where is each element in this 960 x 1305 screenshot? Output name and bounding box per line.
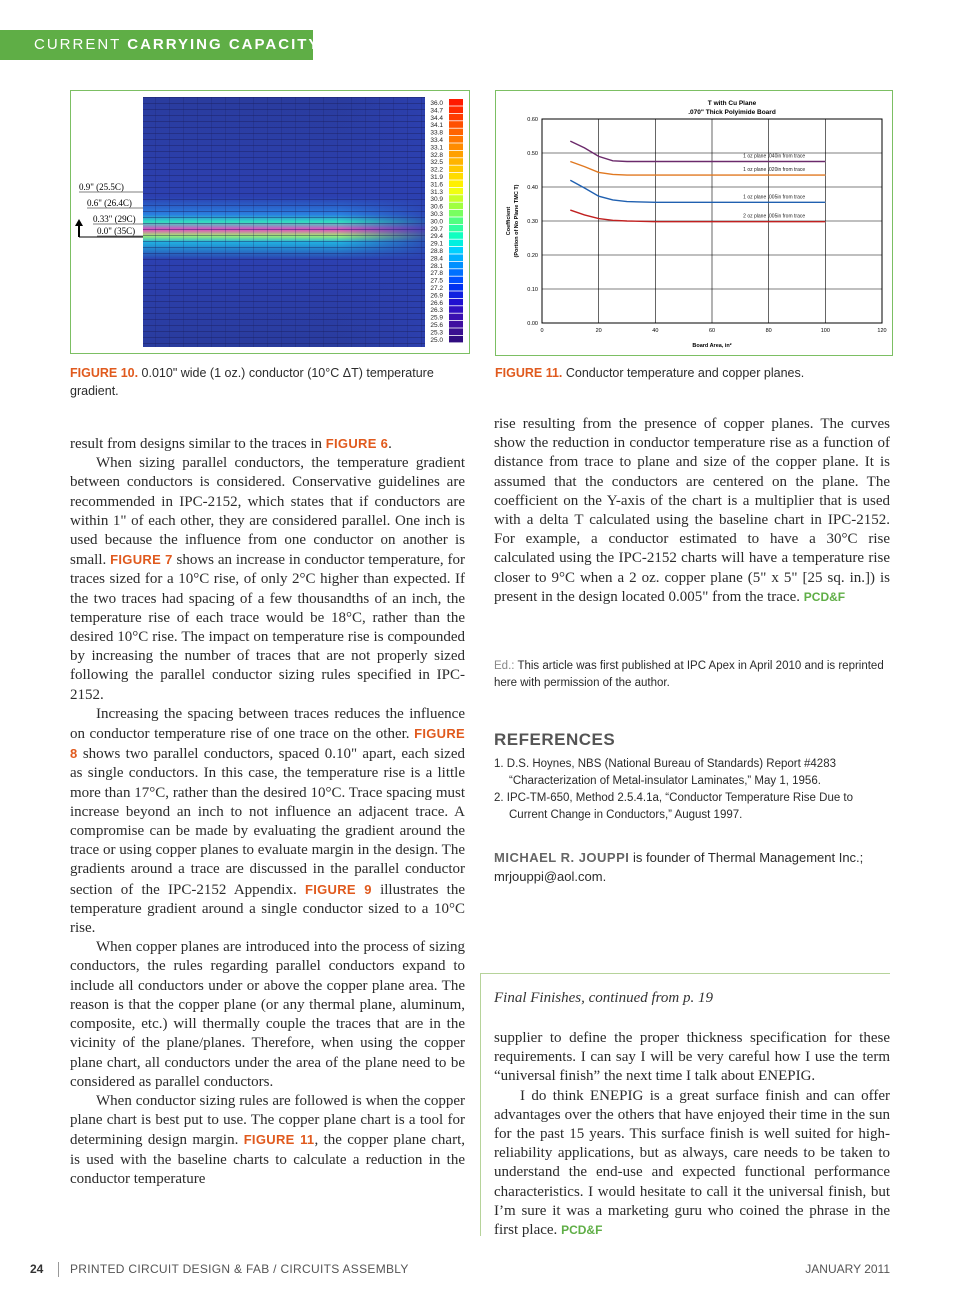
y-tick-label: 0.50: [527, 151, 538, 157]
scale-label: 32.2: [430, 166, 443, 174]
scale-label: 31.9: [430, 174, 443, 181]
scale-swatch: [449, 314, 463, 321]
scale-label: 26.3: [430, 307, 443, 315]
chart-title: T with Cu Plane: [707, 100, 757, 107]
scale-swatch: [449, 195, 463, 202]
scale-swatch: [449, 180, 463, 187]
scale-swatch: [449, 129, 463, 136]
scale-label: 32.8: [430, 151, 443, 159]
scale-label: 25.0: [430, 336, 443, 344]
scale-label: 29.7: [430, 225, 443, 233]
scale-label: 30.6: [430, 203, 443, 211]
scale-swatch: [449, 277, 463, 284]
scale-swatch: [449, 299, 463, 306]
divider: [58, 1262, 59, 1277]
x-tick-label: 60: [708, 328, 716, 334]
scale-swatch: [449, 240, 463, 247]
paragraph: supplier to define the proper thickness specification for these requirements. I can say I will be very careful how I use the term “universal finish” the next time I talk about ENEPIG.: [494, 1030, 890, 1085]
scale-swatch: [449, 106, 463, 113]
scale-label: 28.4: [430, 255, 443, 263]
scale-label: 33.1: [430, 144, 443, 152]
paragraph: Increasing the spacing between traces reduces the influence on conductor temperature rise of one trace on the other. FIGURE 8 shows two parallel conductors, spaced 0.10" apart, each sized as single conductors. In this case, the temperature rise is a little more than 17°C, rather than the desired 10°C. Trace spacing must increase beyond an inch to not influence an adjacent trace. A compromise can be made by evaluating the gradient around the trace or using copper planes to evaluate margin in the design. The gradients around a trace are discussed in the parallel conductor section of the IPC-2152 Appendix. FIGURE 9 illustrates the temperature gradient around a single conductor sized to a 10°C rise.: [70, 705, 465, 937]
scale-swatch: [449, 284, 463, 291]
scale-swatch: [449, 328, 463, 335]
annotation-label: 0.0" (35C): [97, 226, 136, 236]
scale-label: 29.4: [430, 233, 443, 241]
scale-swatch: [449, 203, 463, 210]
x-tick-label: 120: [877, 328, 887, 334]
series-label: 2 oz plane .005in from trace: [743, 213, 806, 220]
scale-swatch: [449, 269, 463, 276]
y-tick-label: 0.20: [527, 253, 538, 259]
scale-label: 34.1: [430, 122, 443, 130]
paragraph: result from designs similar to the traces in FIGURE 6.: [70, 436, 392, 452]
scale-label: 30.3: [430, 211, 443, 218]
paragraph: When sizing parallel conductors, the temperature gradient between conductors is considered. Conservative guidelines are recommended in IPC-2152, which states that if conductors are within 1" of each other, they are considered parallel. One inch is used because the influence from one conductor on another is small. FIGURE 7 shows an increase in conductor temperature, for traces sized for a 10°C rise, of only 2°C higher than expected. If the two traces had spacing of a few thousandths of an inch, the temperature rise of each trace would be 18°C, rather than the desired 10°C rise. The impact on temperature rise is compounded by increasing the number of traces that are not properly sized following the parallel conductor sizing rules specified in IPC-2152.: [70, 455, 466, 703]
y-tick-label: 0.60: [527, 117, 538, 123]
figure-ref: FIGURE 7: [110, 552, 173, 568]
publication-name: PRINTED CIRCUIT DESIGN & FAB / CIRCUITS ASSEMBLY: [70, 1262, 409, 1276]
reference-item: 1. D.S. Hoynes, NBS (National Bureau of Standards) Report #4283 “Characterization of Metal-insulator Laminates,” May 1, 1956.: [494, 758, 836, 787]
scale-label: 29.1: [430, 240, 443, 248]
scale-label: 32.5: [430, 159, 443, 167]
divider: [480, 973, 890, 974]
paragraph: When copper planes are introduced into the process of sizing conductors, the rules regarding parallel conductors expand to include all conductors under or above the copper plane area. The reason is that the copper plane (or any thermal plane, aluminum, composite, etc.) will thermally couple the traces that are in the vicinity of the plane/planes. Therefore, when using the copper plane chart, all conductors under the area of the plane need to be considered as parallel conductors.: [70, 939, 465, 1090]
scale-swatch: [449, 321, 463, 328]
scale-swatch: [449, 166, 463, 173]
divider: [480, 973, 481, 1236]
y-axis-label-2: (Portion of No Plane TMC T): [514, 184, 520, 258]
scale-swatch: [449, 210, 463, 217]
reference-item: 2. IPC-TM-650, Method 2.5.4.1a, “Conductor Temperature Rise Due to Current Change in Conductors,” August 1997.: [494, 792, 854, 821]
paragraph: I do think ENEPIG is a great surface finish and can offer advantages over the others that have enjoyed their time in the sun for the past 15 years. This surface finish is well suited for high-reliability applications, but as always, care needs to be taken to understand the end-use and expected functional performance characteristics. I would hesitate to call it the universal finish, but I’m sure it was a marketing guru who coined the phrase in the first place. PCD&F: [494, 1087, 890, 1239]
issue-date: JANUARY 2011: [805, 1262, 890, 1276]
scale-label: 28.8: [430, 248, 443, 255]
scale-label: 31.3: [430, 188, 443, 196]
section-banner: [0, 30, 321, 60]
right-column: [494, 415, 890, 607]
figure-ref: FIGURE 11: [243, 1132, 315, 1148]
series-label: 1 oz plane .005in from trace: [743, 194, 806, 201]
x-tick-label: 40: [652, 328, 659, 334]
scale-label: 33.4: [430, 137, 443, 144]
scale-label: 27.5: [430, 277, 443, 285]
section-label-bold: CARRYING CAPACITY: [127, 36, 321, 53]
references-heading: REFERENCES: [494, 730, 616, 749]
scale-swatch: [449, 121, 463, 128]
scale-swatch: [449, 291, 463, 298]
scale-swatch: [449, 99, 463, 106]
copper-plane-chart: [496, 91, 892, 355]
scale-label: 34.7: [430, 107, 443, 115]
continuation-text: [494, 1029, 890, 1240]
scale-swatch: [449, 232, 463, 239]
chart-subtitle: .070" Thick Polyimide Board: [688, 109, 776, 116]
y-tick-label: 0.40: [527, 185, 538, 191]
scale-label: 25.3: [430, 329, 443, 337]
scale-label: 25.9: [430, 314, 443, 322]
x-tick-label: 0: [540, 328, 544, 334]
figure-10: [70, 90, 470, 354]
x-tick-label: 100: [820, 328, 830, 334]
x-tick-label: 80: [765, 328, 772, 334]
scale-label: 25.6: [430, 322, 443, 329]
scale-label: 33.8: [430, 129, 443, 137]
page-number: 24: [30, 1262, 44, 1276]
scale-label: 27.8: [430, 270, 443, 278]
author-bio: MICHAEL R. JOUPPI is founder of Thermal Management Inc.; mrjouppi@aol.com.: [494, 850, 864, 884]
scale-swatch: [449, 306, 463, 313]
x-tick-label: 20: [595, 328, 602, 334]
scale-label: 34.4: [430, 114, 443, 122]
scale-swatch: [449, 173, 463, 180]
scale-swatch: [449, 254, 463, 261]
references-list: [494, 756, 894, 824]
scale-swatch: [449, 225, 463, 232]
scale-label: 31.6: [430, 181, 443, 189]
figure-10-caption: FIGURE 10. 0.010" wide (1 oz.) conductor (10°C ΔT) temperature gradient.: [70, 366, 434, 398]
series-label: 1 oz plane .020in from trace: [743, 167, 806, 174]
scale-swatch: [449, 217, 463, 224]
scale-swatch: [449, 188, 463, 195]
editor-note: Ed.: This article was first published at IPC Apex in April 2010 and is reprinted here with permission of the author.: [494, 660, 884, 689]
scale-swatch: [449, 114, 463, 121]
scale-swatch: [449, 136, 463, 143]
figure-ref: FIGURE 8: [70, 726, 465, 762]
continuation-title: Final Finishes, continued from p. 19: [494, 990, 714, 1006]
scale-swatch: [449, 336, 463, 343]
x-axis-label: Board Area, in²: [692, 343, 732, 349]
paragraph: rise resulting from the presence of copper planes. The curves show the reduction in conductor temperature rise as a function of distance from trace to plane and size of the copper plane. It is assumed that the conductors are centered on the plane. The coefficient on the Y-axis of the chart is a multiplier that is used with a delta T calculated using the baseline chart in IPC-2152. For example, a conductor estimated to have a 30°C rise calculated using the IPC-2152 charts will have a temperature rise closer to 9°C when a 2 oz. copper plane (5" x 5" [25 sq. in.]) is present in the design located 0.005" from the trace. PCD&F: [494, 416, 890, 605]
scale-label: 26.9: [430, 292, 443, 300]
scale-swatch: [449, 158, 463, 165]
scale-label: 30.0: [430, 218, 443, 226]
left-column: [70, 434, 465, 1189]
section-label-light: CURRENT: [34, 36, 128, 53]
paragraph: When conductor sizing rules are followed is when the copper plane chart is best put to use. The copper plane chart is a tool for determining design margin. FIGURE 11, the copper plane chart, is used with the baseline charts to calculate a reduction in the conductor temperature: [70, 1092, 465, 1187]
series-label: 1 oz plane .040in from trace: [743, 153, 806, 160]
y-tick-label: 0.10: [527, 287, 538, 293]
y-axis-label: Coefficient: [506, 206, 512, 236]
scale-label: 30.9: [430, 196, 443, 204]
figure-11-caption: FIGURE 11. Conductor temperature and copper planes.: [495, 366, 805, 380]
thermal-gradient-image: [71, 91, 469, 353]
annotation-label: 0.9" (25.5C): [79, 182, 124, 192]
scale-swatch: [449, 247, 463, 254]
figure-ref: FIGURE 9: [304, 881, 372, 897]
y-tick-label: 0.30: [527, 219, 538, 225]
scale-swatch: [449, 143, 463, 150]
scale-label: 26.6: [430, 299, 443, 307]
end-mark: PCD&F: [561, 1223, 603, 1238]
figure-ref: FIGURE 6: [325, 436, 389, 451]
scale-label: 28.1: [430, 262, 443, 270]
annotation-label: 0.6" (26.4C): [87, 198, 132, 208]
scale-swatch: [449, 262, 463, 269]
end-mark: PCD&F: [803, 589, 846, 604]
y-tick-label: 0.00: [527, 321, 538, 327]
scale-swatch: [449, 151, 463, 158]
annotation-label: 0.33" (29C): [93, 214, 136, 224]
scale-label: 27.2: [430, 285, 443, 292]
scale-label: 36.0: [430, 100, 443, 107]
figure-11: [495, 90, 893, 356]
